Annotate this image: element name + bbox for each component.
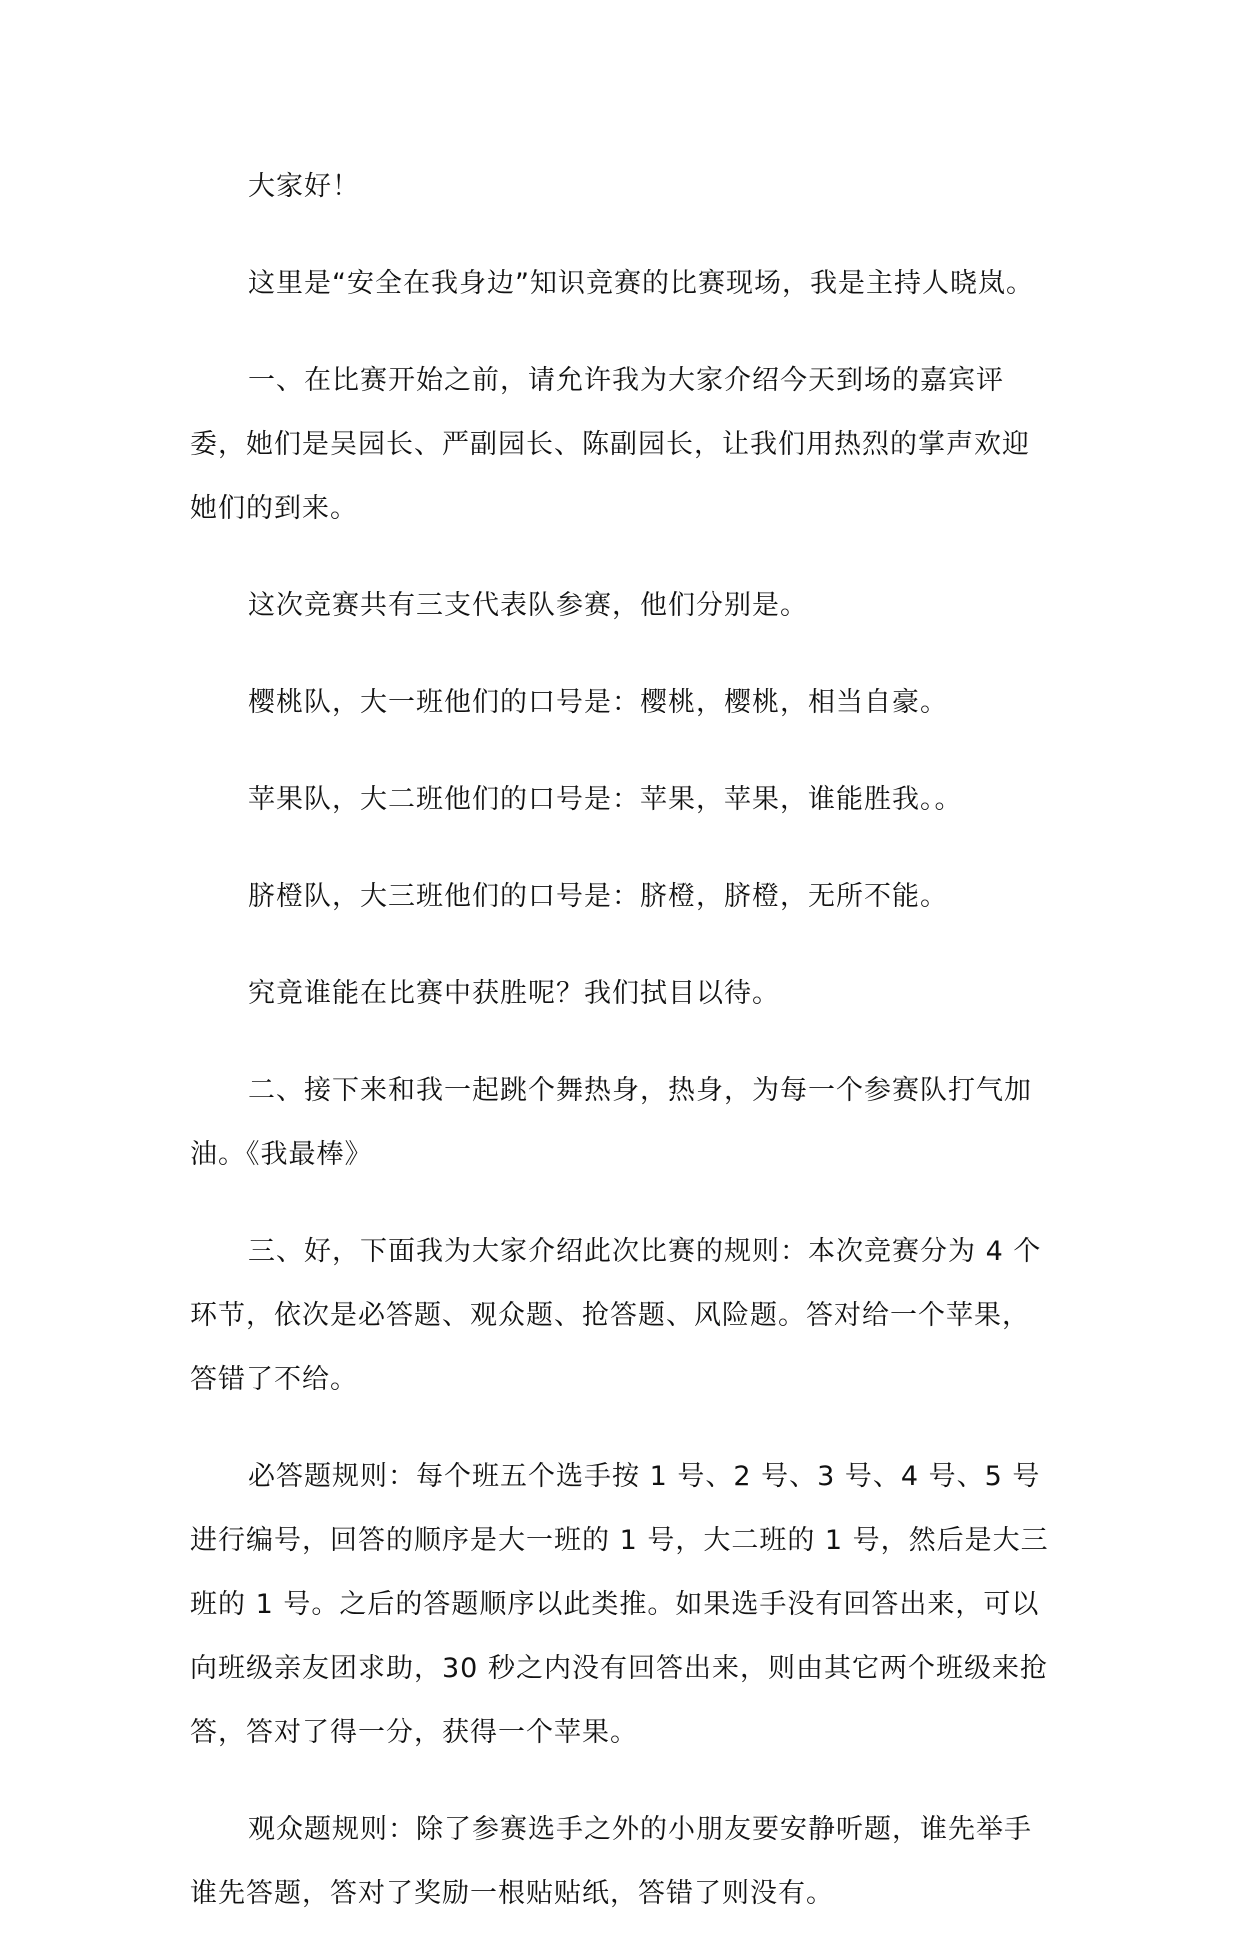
paragraph-apple-team: 苹果队，大二班他们的口号是：苹果，苹果，谁能胜我。。 — [248, 784, 963, 815]
paragraph-audience-rules: 观众题规则：除了参赛选手之外的小朋友要安静听题，谁先举手谁先答题，答对了奖励一根贴贴纸，答错了则没有。 — [190, 1814, 1032, 1909]
document-body — [190, 155, 1050, 1959]
paragraph-required-rules: 必答题规则：每个班五个选手按 1 号、2 号、3 号、4 号、5 号进行编号，回答的顺序是大一班的 1 号，大二班的 1 号，然后是大三班的 1 号。之后的答题顺序以此类推。如果选手没有回答出来，可以向班级亲友团求助，30 秒之内没有回答出来，则由其它两个班级来抢答，答对了得一分，获得一个苹果。 — [190, 1461, 1049, 1748]
paragraph-teams-intro: 这次竞赛共有三支代表队参赛，他们分别是。 — [248, 590, 808, 621]
paragraph-anticipation: 究竟谁能在比赛中获胜呢？我们拭目以待。 — [248, 978, 780, 1009]
paragraph-orange-team: 脐橙队，大三班他们的口号是：脐橙，脐橙，无所不能。 — [248, 881, 948, 912]
paragraph-warmup: 二、接下来和我一起跳个舞热身，热身，为每一个参赛队打气加油。《我最棒》 — [190, 1075, 1032, 1170]
paragraph-rules-overview: 三、好，下面我为大家介绍此次比赛的规则：本次竞赛分为 4 个环节，依次是必答题、观众题、抢答题、风险题。答对给一个苹果，答错了不给。 — [190, 1236, 1042, 1395]
paragraph-greeting: 大家好！ — [248, 171, 360, 202]
paragraph-intro: 这里是“安全在我身边”知识竞赛的比赛现场，我是主持人晓岚。 — [248, 268, 1034, 299]
paragraph-judges: 一、在比赛开始之前，请允许我为大家介绍今天到场的嘉宾评委，她们是吴园长、严副园长、陈副园长，让我们用热烈的掌声欢迎她们的到来。 — [190, 365, 1030, 524]
paragraph-cherry-team: 樱桃队，大一班他们的口号是：樱桃，樱桃，相当自豪。 — [248, 687, 948, 718]
